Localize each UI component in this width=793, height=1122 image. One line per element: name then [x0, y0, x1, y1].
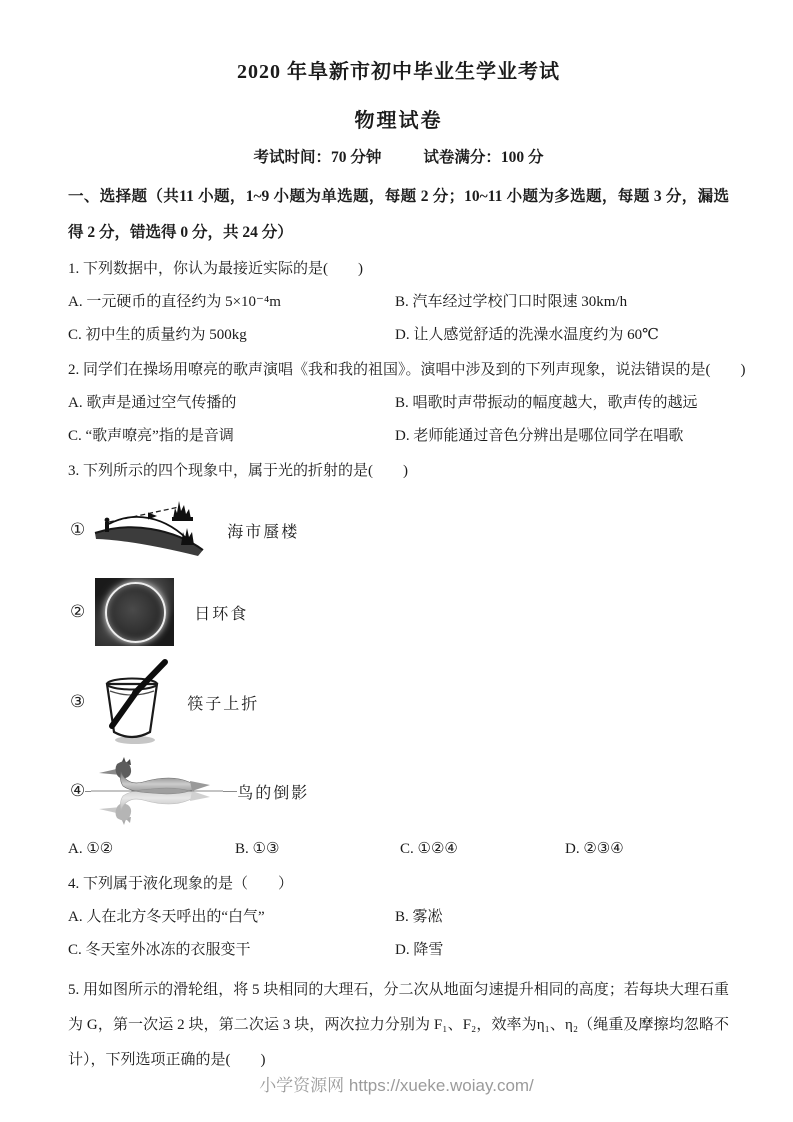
- q2-option-d: D. 老师能通过音色分辨出是哪位同学在唱歌: [395, 428, 684, 444]
- exam-full-score: 试卷满分：100 分: [423, 149, 544, 166]
- question-3: [68, 455, 729, 866]
- circled-number-2: ②: [70, 602, 86, 621]
- q3-option-b: B. ①③: [235, 841, 280, 857]
- q3-option-c: C. ①②④: [400, 841, 458, 857]
- q4-option-c: C. 冬天室外冰冻的衣服变干: [68, 942, 251, 958]
- figure-label-chopstick: 筷子上折: [187, 695, 260, 713]
- q4-option-d: D. 降雪: [395, 942, 444, 958]
- question-2-stem: 2. 同学们在操场用嘹亮的歌声演唱《我和我的祖国》。演唱中涉及到的下列声现象，说法错误的是( ): [68, 362, 746, 378]
- figure-label-eclipse: 日环食: [194, 605, 249, 623]
- q2-option-c: C. “歌声嘹亮”指的是音调: [68, 428, 234, 444]
- watermark-footer: 小学资源网 https://xueke.woiay.com/: [259, 1076, 534, 1095]
- q4-option-a: A. 人在北方冬天呼出的“白气”: [68, 909, 265, 925]
- q4-option-b: B. 雾凇: [395, 909, 443, 925]
- eclipse-ring: [105, 582, 166, 643]
- q1-option-c: C. 初中生的质量约为 500kg: [68, 327, 247, 343]
- question-3-options: [68, 833, 729, 866]
- section-1-heading: 一、选择题（共11 小题，1~9 小题为单选题，每题 2 分；10~11 小题为多选题，每题 3 分，漏选得 2 分，错选得 0 分，共 24 分）: [68, 188, 729, 241]
- circled-number-3: ③: [70, 692, 86, 711]
- figure-row-eclipse: [68, 578, 729, 646]
- figure-row-bird: [68, 752, 729, 830]
- question-5-stem: 5. 用如图所示的滑轮组，将 5 块相同的大理石，分二次从地面匀速提升相同的高度；若每块大理石重为 G，第一次运 2 块，第二次运 3 块，两次拉力分别为 F₁、F₂，效率为η₁、η₂（绳重及摩擦均忽略不计），下列选项正确的是( ): [68, 982, 729, 1068]
- figure-row-chopstick: [68, 658, 729, 746]
- figure-label-mirage: 海市蜃楼: [227, 523, 300, 541]
- question-2-options: [68, 387, 729, 453]
- question-3-stem: 3. 下列所示的四个现象中，属于光的折射的是( ): [68, 463, 408, 479]
- circled-number-1: ①: [70, 520, 86, 539]
- bird-connector-right: [223, 791, 237, 792]
- q3-option-d: D. ②③④: [565, 841, 624, 857]
- question-2: [68, 354, 746, 453]
- q2-option-a: A. 歌声是通过空气传播的: [68, 395, 237, 411]
- question-1-options: [68, 286, 729, 352]
- question-4: [68, 868, 729, 967]
- mirage-figure: [93, 498, 211, 562]
- circled-number-4: ④: [70, 781, 86, 800]
- annular-eclipse-photo: [95, 578, 174, 646]
- exam-time: 考试时间：70 分钟: [253, 149, 382, 166]
- question-1-stem: 1. 下列数据中，你认为最接近实际的是( ): [68, 261, 363, 277]
- question-5: [68, 973, 729, 1078]
- figure-label-bird: 鸟的倒影: [237, 784, 310, 802]
- question-1: [68, 253, 729, 352]
- q1-option-b: B. 汽车经过学校门口时限速 30km/h: [395, 294, 628, 310]
- bird-reflection-photo: [91, 752, 223, 830]
- chopstick-in-glass-figure: [93, 658, 173, 746]
- q2-option-b: B. 唱歌时声带振动的幅度越大，歌声传的越远: [395, 395, 698, 411]
- page-title: 2020 年阜新市初中毕业生学业考试: [237, 61, 560, 83]
- figure-row-mirage: [68, 498, 729, 562]
- q3-option-a: A. ①②: [68, 841, 114, 857]
- q1-option-a: A. 一元硬币的直径约为 5×10⁻⁴m: [68, 294, 281, 310]
- q1-option-d: D. 让人感觉舒适的洗澡水温度约为 60℃: [395, 327, 659, 343]
- exam-subtitle: 物理试卷: [354, 110, 443, 132]
- exam-info-line: [68, 147, 729, 169]
- question-4-options: [68, 901, 729, 967]
- question-4-stem: 4. 下列属于液化现象的是（ ）: [68, 876, 294, 892]
